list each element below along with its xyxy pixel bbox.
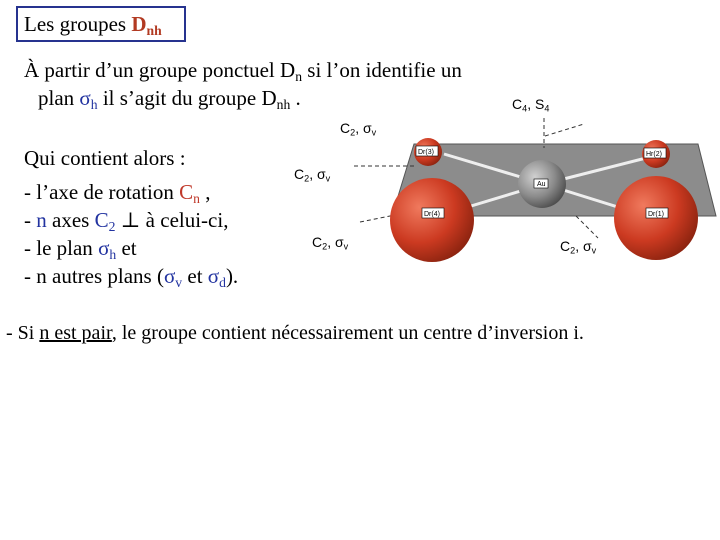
slide-title [16,6,186,42]
c2-axis-bottom-right [576,216,598,238]
list-item-4: - n autres plans ($\sigma_v$ et $\sigma_d$). [24,264,239,291]
molecule-diagram [340,118,720,278]
contains-heading: Qui contient alors : [24,146,186,170]
title-symbol-sub: nh [146,23,162,39]
list-item-3: - le plan $\sigma_h$ et [24,236,137,263]
atom-dr4 [390,178,474,262]
intro-line-1: À partir d’un groupe ponctuel $D_n$ si l’on identifie un [24,58,462,85]
note-underline: n est pair [39,322,112,344]
label-c2-sv-bottom-left: $C_2$, $\sigma_v$ [312,234,349,252]
c2-axis-top [545,124,584,136]
atom-label-dr3: Dr(3) [418,149,434,156]
label-c2-sv-bottom-right: $C_2$, $\sigma_v$ [560,238,597,256]
title-symbol: D [131,12,147,36]
inversion-note: - Si n est pair, le groupe contient nécessairement un centre d’inversion i. [6,322,584,344]
label-c4-s4: $C_4$, $S_4$ [512,96,550,114]
atom-label-dr4: Dr(4) [424,211,440,218]
list-item-1: - l’axe de rotation $C_n$ , [24,180,211,207]
label-c2-sv-top: $C_2$, $\sigma_v$ [340,120,377,138]
label-c2-sv-left: $C_2$, $\sigma_v$ [294,166,331,184]
atom-label-dr1: Dr(1) [648,211,664,218]
atom-label-hr2: Hr(2) [646,151,662,158]
title-text: Les groupes [24,12,132,36]
atom-label-au: Au [537,181,546,188]
intro-line-2: plan $\sigma_h$ il s’agit du groupe $D_{nh}$ . [38,86,301,113]
list-item-2: - n axes $C_2$ ⊥ à celui-ci, [24,208,229,235]
